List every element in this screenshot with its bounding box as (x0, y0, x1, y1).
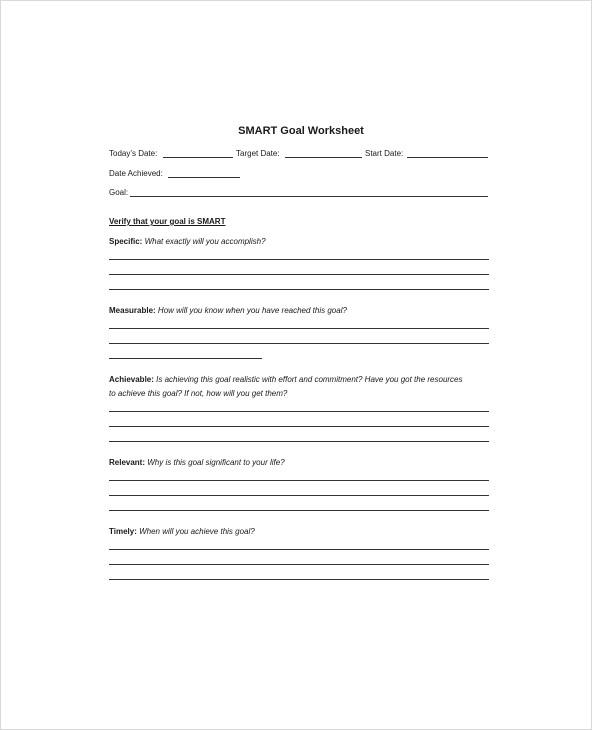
specific-prompt (109, 237, 266, 246)
goal-label: Goal: (109, 188, 129, 197)
relevant-prompt (109, 458, 285, 467)
achievable-question-line-1: Is achieving this goal realistic with effort and commitment? Have you got the resources (156, 375, 463, 384)
relevant-question: Why is this goal significant to your life? (147, 458, 285, 467)
verify-heading: Verify that your goal is SMART (109, 217, 226, 226)
specific-label: Specific: (109, 237, 143, 246)
achievable-answer-line-1[interactable] (109, 411, 489, 412)
achievable-answer-line-2[interactable] (109, 426, 489, 427)
target-date-label: Target Date: (236, 149, 280, 158)
measurable-answer-line-2[interactable] (109, 343, 489, 344)
start-date-label: Start Date: (365, 149, 404, 158)
specific-answer-line-2[interactable] (109, 274, 489, 275)
relevant-label: Relevant: (109, 458, 146, 467)
timely-question: When will you achieve this goal? (139, 527, 255, 536)
timely-answer-line-3[interactable] (109, 579, 489, 580)
timely-answer-line-2[interactable] (109, 564, 489, 565)
measurable-prompt (109, 306, 347, 315)
measurable-label: Measurable: (109, 306, 156, 315)
specific-answer-line-3[interactable] (109, 289, 489, 290)
relevant-answer-line-2[interactable] (109, 495, 489, 496)
page-title: SMART Goal Worksheet (238, 125, 364, 137)
measurable-question: How will you know when you have reached this goal? (157, 306, 347, 315)
specific-answer-line-1[interactable] (109, 259, 489, 260)
measurable-answer-line-1[interactable] (109, 328, 489, 329)
target-date-line[interactable] (285, 157, 362, 158)
todays-date-line[interactable] (163, 157, 233, 158)
timely-prompt (109, 527, 255, 536)
measurable-answer-line-3[interactable] (109, 358, 262, 359)
date-achieved-label: Date Achieved: (109, 169, 163, 178)
specific-question: What exactly will you accomplish? (144, 237, 266, 246)
date-achieved-line[interactable] (168, 177, 240, 178)
timely-label: Timely: (109, 527, 137, 536)
achievable-question-line-2: to achieve this goal? If not, how will you get them? (109, 389, 288, 398)
achievable-prompt (109, 375, 463, 384)
goal-line[interactable] (130, 196, 488, 197)
achievable-answer-line-3[interactable] (109, 441, 489, 442)
achievable-label: Achievable: (109, 375, 154, 384)
relevant-answer-line-3[interactable] (109, 510, 489, 511)
start-date-line[interactable] (407, 157, 488, 158)
relevant-answer-line-1[interactable] (109, 480, 489, 481)
timely-answer-line-1[interactable] (109, 549, 489, 550)
todays-date-label: Today’s Date: (109, 149, 158, 158)
